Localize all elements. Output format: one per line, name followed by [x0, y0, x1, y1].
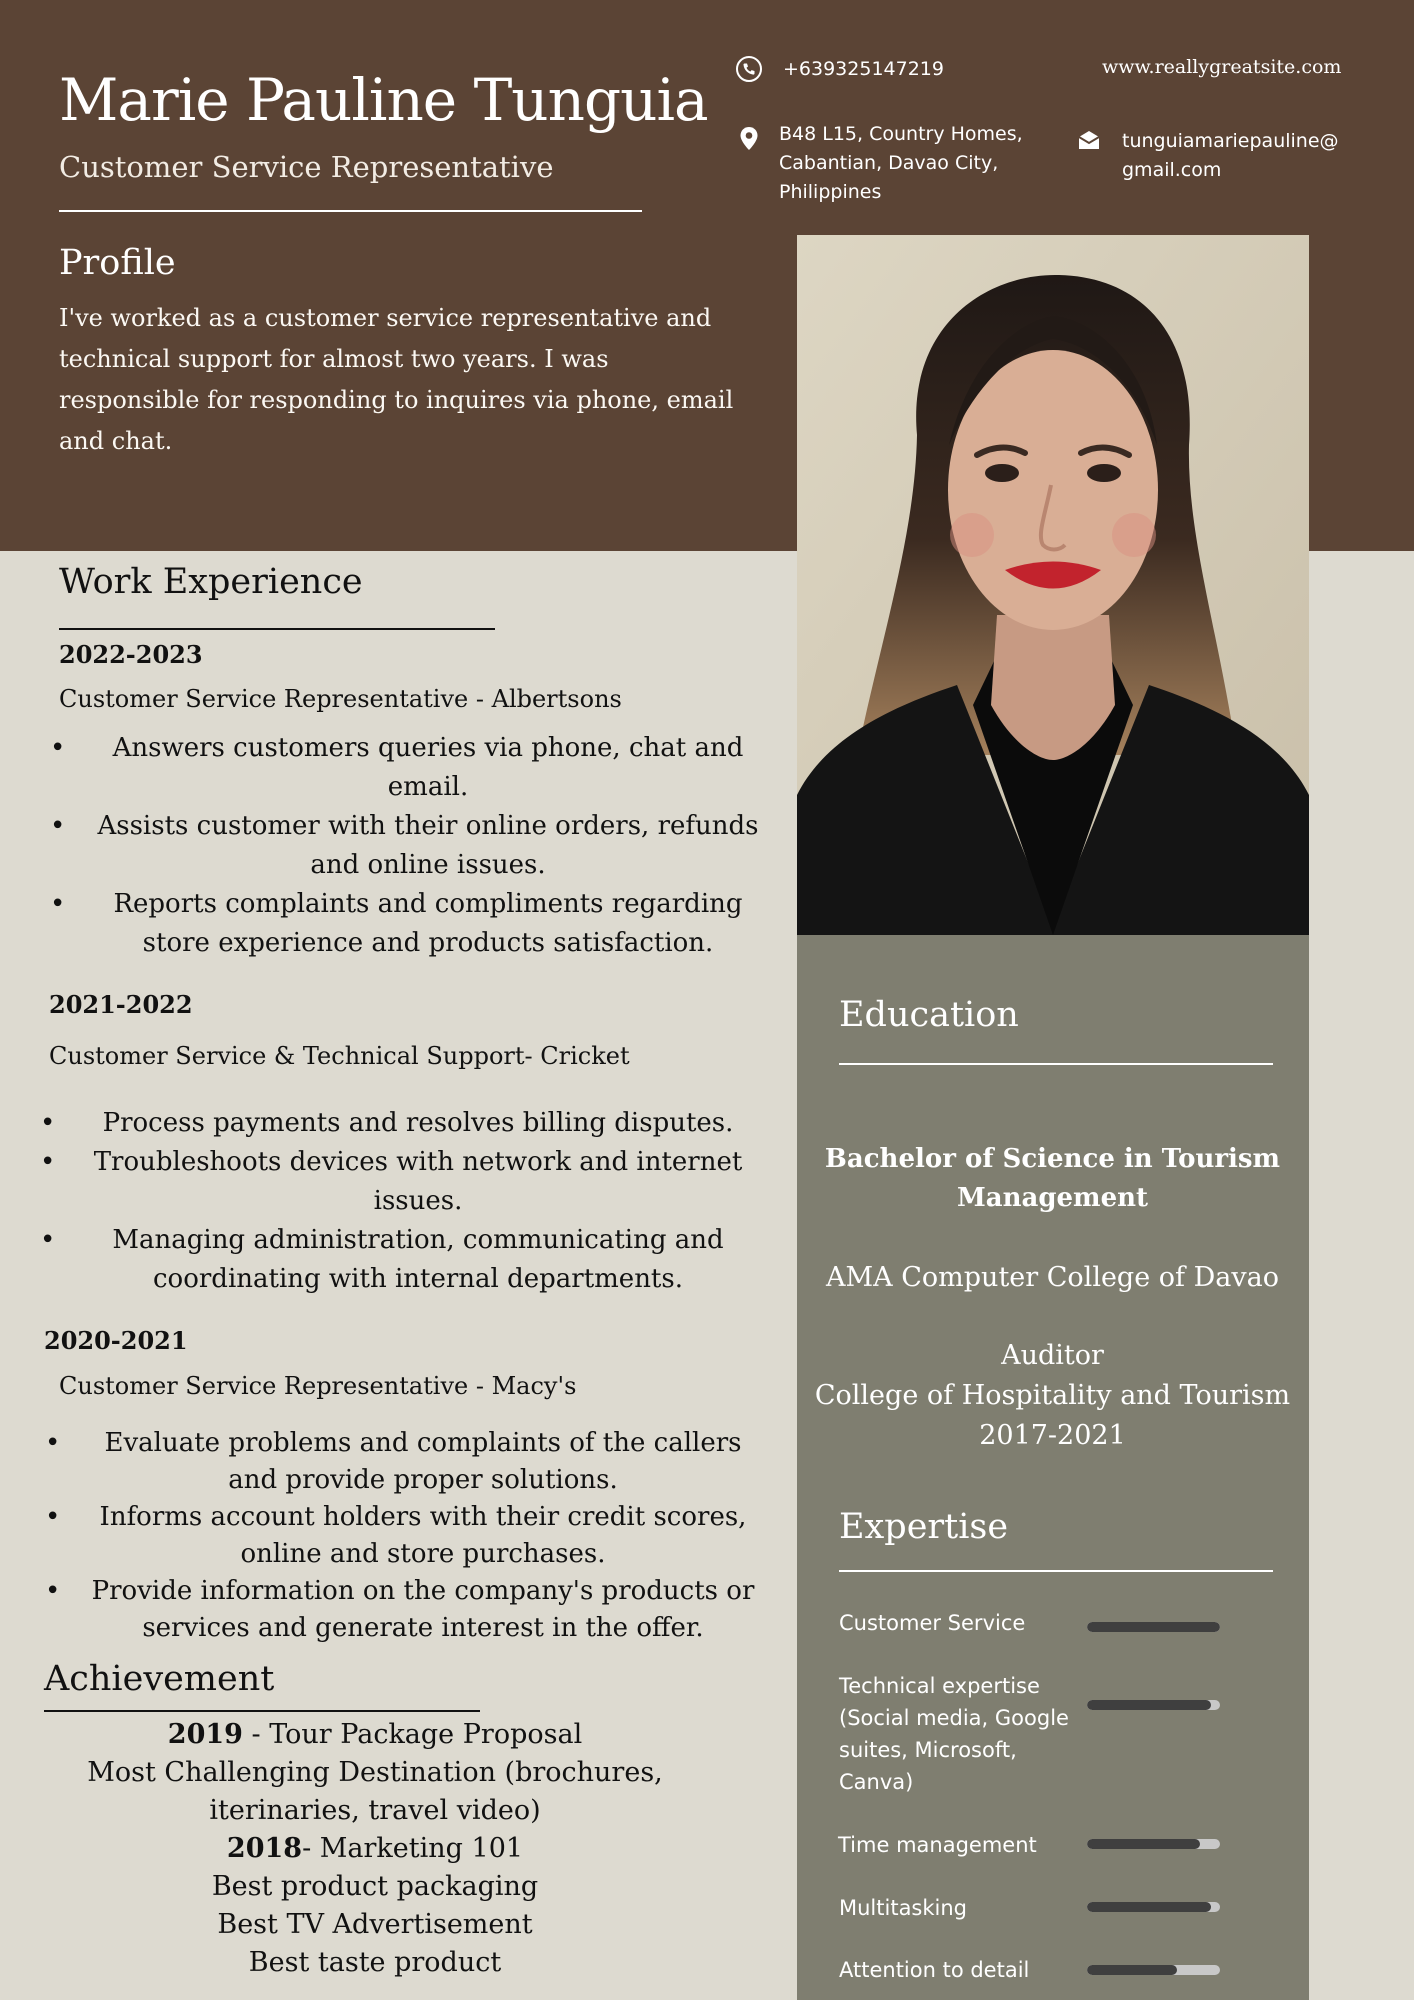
skill-label: Multitasking — [839, 1896, 968, 1920]
list-item: • Reports complaints and compliments regarding store experience and products satisfaction. — [50, 885, 766, 963]
achievement-name: - Marketing 101 — [302, 1833, 524, 1864]
job-years: 2021-2022 — [49, 990, 193, 1019]
job-title: Customer Service & Technical Support- Cricket — [49, 1042, 630, 1070]
profile-photo — [797, 235, 1309, 935]
location-pin-icon — [737, 125, 765, 153]
address-line: B48 L15, Country Homes, — [779, 123, 1023, 145]
achievement-year: 2019 — [167, 1719, 243, 1750]
achievement-award: Best TV Advertisement — [217, 1909, 533, 1940]
expertise-title: Expertise — [839, 1507, 1009, 1547]
skill-label: Customer Service — [839, 1611, 1026, 1635]
candidate-name: Marie Pauline Tunguia — [59, 66, 708, 134]
profile-title: Profile — [59, 243, 176, 283]
job-title: Customer Service Representative - Macy's — [59, 1372, 577, 1400]
achievement-year: 2018 — [226, 1833, 303, 1864]
skill-bar — [1087, 1965, 1220, 1975]
achievement-award: Best taste product — [248, 1947, 502, 1978]
address-line: Philippines — [779, 181, 882, 203]
phone-number[interactable]: +639325147219 — [783, 58, 944, 80]
list-item: • Assists customer with their online orders, refunds and online issues. — [50, 807, 766, 885]
achievement-title: Achievement — [44, 1659, 275, 1699]
skill-bar-fill — [1087, 1839, 1200, 1849]
list-item: • Provide information on the company's products or services and generate interest in the offer. — [45, 1573, 761, 1647]
achievement-name: - Tour Package Proposal — [242, 1719, 583, 1750]
work-experience-divider — [59, 628, 495, 630]
education-details — [805, 1336, 1300, 1456]
skill-bar — [1087, 1839, 1220, 1849]
job-years: 2020-2021 — [44, 1326, 188, 1355]
email-line: tunguiamariepauline@ — [1122, 130, 1339, 152]
skill-bar — [1087, 1700, 1220, 1710]
achievement-heading — [15, 1830, 735, 1868]
education-position: Auditor — [1001, 1340, 1104, 1371]
address-line: Cabantian, Davao City, — [779, 152, 999, 174]
list-item: • Managing administration, communicating and coordinating with internal departments. — [40, 1221, 756, 1299]
skill-label: Time management — [838, 1833, 1037, 1857]
achievement-divider — [44, 1710, 480, 1712]
phone-icon — [735, 55, 763, 83]
job-duties-list — [50, 729, 766, 963]
email-line: gmail.com — [1122, 159, 1222, 181]
skill-bar-fill — [1087, 1700, 1211, 1710]
education-years: 2017-2021 — [979, 1420, 1126, 1451]
education-title: Education — [839, 995, 1019, 1035]
email-icon — [1076, 128, 1104, 156]
job-title: Customer Service Representative - Albertsons — [59, 685, 622, 713]
achievement-award: Best product packaging — [211, 1871, 539, 1902]
education-divider — [839, 1063, 1273, 1065]
list-item: • Answers customers queries via phone, chat and email. — [50, 729, 766, 807]
skill-label: Technical expertise (Social media, Google suites, Microsoft, Canva) — [839, 1674, 1069, 1794]
job-duties-list — [40, 1104, 756, 1299]
skill-bar-fill — [1087, 1965, 1177, 1975]
website-link[interactable]: www.reallygreatsite.com — [1102, 56, 1342, 78]
email-address[interactable] — [1122, 127, 1339, 185]
candidate-role: Customer Service Representative — [59, 150, 554, 184]
list-item: • Evaluate problems and complaints of the callers and provide proper solutions. — [45, 1425, 761, 1499]
college-name: College of Hospitality and Tourism — [814, 1380, 1291, 1411]
skill-label: Attention to detail — [839, 1958, 1030, 1982]
achievement-heading — [15, 1716, 735, 1754]
skill-bar-fill — [1087, 1622, 1220, 1632]
achievement-description: Most Challenging Destination (brochures, iterinaries, travel video) — [87, 1757, 663, 1826]
job-duties-list — [45, 1425, 761, 1647]
skill-bar — [1087, 1902, 1220, 1912]
degree: Bachelor of Science in Tourism Management — [824, 1144, 1281, 1213]
list-item: • Informs account holders with their credit scores, online and store purchases. — [45, 1499, 761, 1573]
address — [779, 120, 1023, 207]
list-item: • Troubleshoots devices with network and internet issues. — [40, 1143, 756, 1221]
skill-bar-fill — [1087, 1902, 1211, 1912]
skill-bar — [1087, 1622, 1220, 1632]
header-divider — [59, 210, 642, 212]
achievement-list — [15, 1716, 735, 1982]
school-name: AMA Computer College of Davao — [826, 1262, 1279, 1293]
expertise-divider — [839, 1570, 1273, 1572]
list-item: • Process payments and resolves billing disputes. — [40, 1104, 756, 1143]
job-years: 2022-2023 — [59, 640, 203, 669]
profile-text: I've worked as a customer service representative and technical support for almost two years. I was responsible for responding to inquires via phone, email and chat. — [59, 304, 734, 455]
work-experience-title: Work Experience — [59, 562, 363, 602]
